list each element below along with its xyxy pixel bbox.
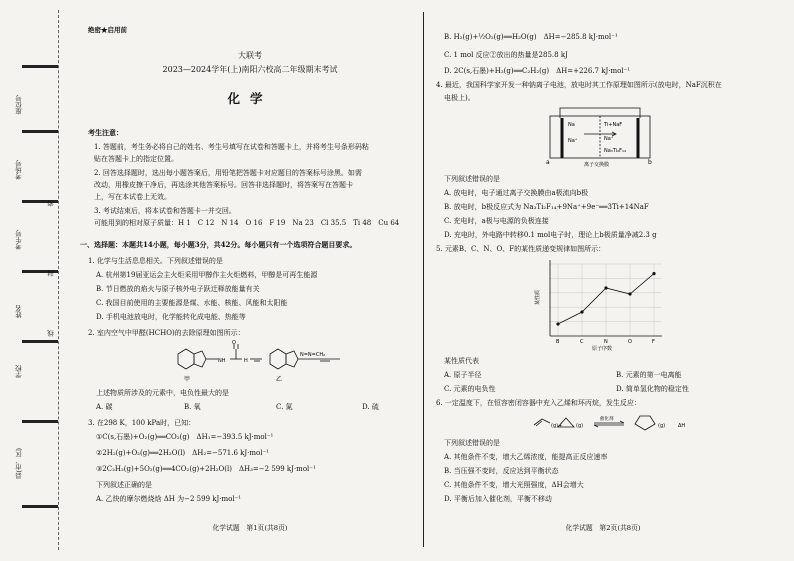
note-line: 上，写在本试卷上无效。 xyxy=(94,193,171,201)
chart-point-O xyxy=(628,292,631,295)
q6-stem: 6. 一定温度下，在恒容密闭容器中充入乙烯和环丙烷，发生反应： xyxy=(436,399,641,407)
seat-no-label: 座位号 xyxy=(15,95,23,115)
label-ti-naf: Ti+NaF xyxy=(604,122,623,128)
q2-question: 上述物质所涉及的元素中，电负性最大的是 xyxy=(96,389,229,397)
header-2: 2023—2024学年(上)南阳六校高二年级期末考试 xyxy=(162,65,338,74)
subject-title: 化学 xyxy=(227,91,273,106)
svg-text:(g): (g) xyxy=(658,423,666,429)
q6-option-d: D. 平衡后加入催化剂，平衡不移动 xyxy=(444,495,552,503)
right-page xyxy=(428,0,778,561)
q3-option-c: C. 1 mol 反应②放出的热量是285.8 kJ xyxy=(444,51,568,59)
q4-stem-1: 4. 最近，我国科学家开发一种钠离子电池，放电时其工作原理如图所示(放电时，NaF沉积在 xyxy=(436,81,722,89)
q6-option-a: A. 其他条件不变，增大乙烯浓度，能提高正反应速率 xyxy=(444,453,608,461)
chart-xlabel: 原子序数 xyxy=(592,346,613,352)
q2-option-c: C. 氮 xyxy=(276,403,293,411)
q4-option-b: B. 放电时，b极反应式为 Na₃Ti₂F₁₄+9Na⁺+9e⁻══3Ti+14NaF xyxy=(444,203,649,211)
page-divider xyxy=(423,12,424,547)
secret-mark: 绝密★启用前 xyxy=(88,26,127,34)
electrode-a-label: a xyxy=(546,159,550,166)
svg-text:NH: NH xyxy=(218,358,226,364)
note-line: 贴在答题卡上的指定位置。 xyxy=(94,155,178,163)
chart-xtick-F: F xyxy=(652,339,655,345)
q4-option-c: C. 充电时，a极与电源的负极连接 xyxy=(444,217,549,225)
q5-option-c: C. 元素的电负性 xyxy=(444,385,496,393)
q3-ask: 下列叙述正确的是 xyxy=(96,481,152,489)
q6-delta-h: ΔH xyxy=(678,423,686,429)
chart-xtick-O: O xyxy=(628,339,632,345)
note-line: 2. 回答选择题时，选出每小题答案后，用铅笔把答题卡对应题目的答案标号涂黑。如需 xyxy=(94,169,362,177)
label-na3ti2f14: Na₃Ti₂F₁₄ xyxy=(604,148,626,154)
q5-ask: 某性质代表 xyxy=(444,357,479,365)
sodium-battery-diagram xyxy=(540,106,660,168)
q4-option-a: A. 放电时，电子通过离子交换膜由a极流向b极 xyxy=(444,189,589,197)
q6-condition: 催化剂 xyxy=(600,417,614,422)
strip-bar xyxy=(22,340,58,343)
hcho-reaction-figure xyxy=(170,340,350,384)
seal-word: 密 xyxy=(47,200,55,207)
note-line: 3. 考试结束后，将本试卷和答题卡一并交回。 xyxy=(94,207,236,215)
q1-option-d: D. 手机电池放电时，化学能转化成电能、热能等 xyxy=(96,313,246,321)
q5-stem: 5. 元素B、C、N、O、F的某性质递变规律如图所示： xyxy=(436,245,606,253)
property-trend-chart xyxy=(530,256,670,352)
membrane-label: 离子交换膜 xyxy=(584,162,610,168)
electrode-b-label: b xyxy=(648,159,652,166)
svg-text:(g)+: (g)+ xyxy=(551,423,563,429)
q2-stem: 2. 室内空气中甲醛(HCHO)的去除原理如图所示： xyxy=(88,329,245,337)
label-jia: 甲 xyxy=(184,376,191,383)
page-footer-2: 化学试题 第2页(共8页) xyxy=(565,524,641,532)
q5-option-a: A. 原子半径 xyxy=(444,371,482,379)
q3-eq3: ③2C₂H₂(g)+5O₂(g)══4CO₂(g)+2H₂O(l) ΔH₃=−2 599 kJ·mol⁻¹ xyxy=(96,465,316,473)
svg-text:N=N=CH₂: N=N=CH₂ xyxy=(300,352,326,358)
section-1-title: 一、选择题：本题共14小题，每小题3分，共42分。每小题只有一个选项符合题目要求。 xyxy=(80,240,357,249)
chart-ylabel: 某性质 xyxy=(535,289,541,305)
chart-xtick-N: N xyxy=(604,339,608,345)
q3-eq2: ②2H₂(g)+O₂(g)══2H₂O(l) ΔH₂=−571.6 kJ·mol⁻¹ xyxy=(96,449,269,457)
county-label: 县(市、区) xyxy=(15,448,23,480)
q1-option-a: A. 杭州第19届亚运会主火炬采用甲醇作主火炬燃料，甲醇是可再生能源 xyxy=(96,271,318,279)
q2-option-d: D. 硫 xyxy=(362,403,379,411)
svg-text:O: O xyxy=(232,340,236,346)
q5-option-b: B. 元素的第一电离能 xyxy=(616,371,682,379)
q2-option-a: A. 碳 xyxy=(96,403,113,411)
q3-option-b: B. H₂(g)+½O₂(g)══H₂O(g) ΔH=−285.8 kJ·mol⁻¹ xyxy=(444,33,618,41)
q6-option-b: B. 当压强不变时，反应达到平衡状态 xyxy=(444,467,559,475)
q3-stem: 3. 在298 K，100 kPa时，已知： xyxy=(88,419,196,427)
chart-point-C xyxy=(580,310,583,313)
name-label: 姓名 xyxy=(15,305,23,318)
q1-option-b: B. 节日燃放的焰火与原子核外电子跃迁释放能量有关 xyxy=(96,285,260,293)
notes-title: 考生注意： xyxy=(88,128,123,137)
school-label: 学校 xyxy=(15,365,23,378)
label-yi: 乙 xyxy=(276,376,283,383)
chart-point-B xyxy=(556,322,559,325)
header-1: 大联考 xyxy=(238,51,262,60)
q3-eq1: ①C(s,石墨)+O₂(g)══CO₂(g) ΔH₁=−393.5 kJ·mol⁻¹ xyxy=(96,433,274,441)
left-page xyxy=(80,0,420,561)
note-line: 可能用到的相对原子质量：H 1 C 12 N 14 O 16 F 19 Na 23 Cl 35.5 Ti 48 Cu 64 xyxy=(94,219,400,227)
seal-word: 封 xyxy=(47,270,55,277)
chart-point-N xyxy=(604,286,607,289)
strip-bar xyxy=(22,505,58,508)
room-no-label: 考场号 xyxy=(15,160,23,180)
strip-bar xyxy=(22,65,58,68)
q1-stem: 1. 化学与生活息息相关。下列叙述错误的是 xyxy=(88,257,223,265)
q6-reaction xyxy=(528,408,708,434)
note-line: 1. 答题前，考生务必将自己的姓名、考生号填写在试卷和答题卡上，并将考生号条形码粘 xyxy=(94,143,369,151)
q3-option-d: D. 2C(s,石墨)+H₂(g)══C₂H₂(g) ΔH=+226.7 kJ·mol⁻¹ xyxy=(444,67,631,75)
note-line: 改动，用橡皮擦干净后，再选涂其他答案标号。回答非选择题时，将答案写在答题卡 xyxy=(94,181,353,189)
q5-option-d: D. 简单氢化物的稳定性 xyxy=(616,385,689,393)
label-na-ion-right: Na⁺ xyxy=(604,136,614,142)
seal-word: 线 xyxy=(47,330,55,337)
q4-stem-2: 电极上)。 xyxy=(444,94,475,102)
q4-option-d: D. 充电时，外电路中转移0.1 mol电子时，理论上b极质量净减2.3 g xyxy=(444,231,657,239)
svg-text:H: H xyxy=(244,358,248,364)
exam-no-label: 考生号 xyxy=(15,230,23,250)
label-na-ion-left: Na⁺ xyxy=(568,138,578,144)
q3-option-a: A. 乙炔的摩尔燃烧焓 ΔH 为−2 599 kJ·mol⁻¹ xyxy=(96,495,242,503)
chart-point-F xyxy=(652,272,655,275)
q4-ask: 下列叙述错误的是 xyxy=(444,175,500,183)
q2-option-b: B. 氧 xyxy=(184,403,201,411)
binding-strip xyxy=(0,0,74,561)
label-na: Na xyxy=(568,122,575,128)
strip-bar xyxy=(22,420,58,423)
q6-option-c: C. 其他条件不变，增大光照强度，ΔH会增大 xyxy=(444,481,584,489)
chart-xtick-C: C xyxy=(580,339,584,345)
page-footer-1: 化学试题 第1页(共8页) xyxy=(212,524,288,532)
chart-xtick-B: B xyxy=(556,339,560,345)
strip-bar xyxy=(22,130,58,133)
q6-ask: 下列叙述错误的是 xyxy=(444,439,500,447)
svg-text:(g): (g) xyxy=(576,423,584,429)
seal-dashed-line xyxy=(58,10,59,550)
q1-option-c: C. 我国目前使用的主要能源是煤、水能、核能、风能和太阳能 xyxy=(96,299,288,307)
